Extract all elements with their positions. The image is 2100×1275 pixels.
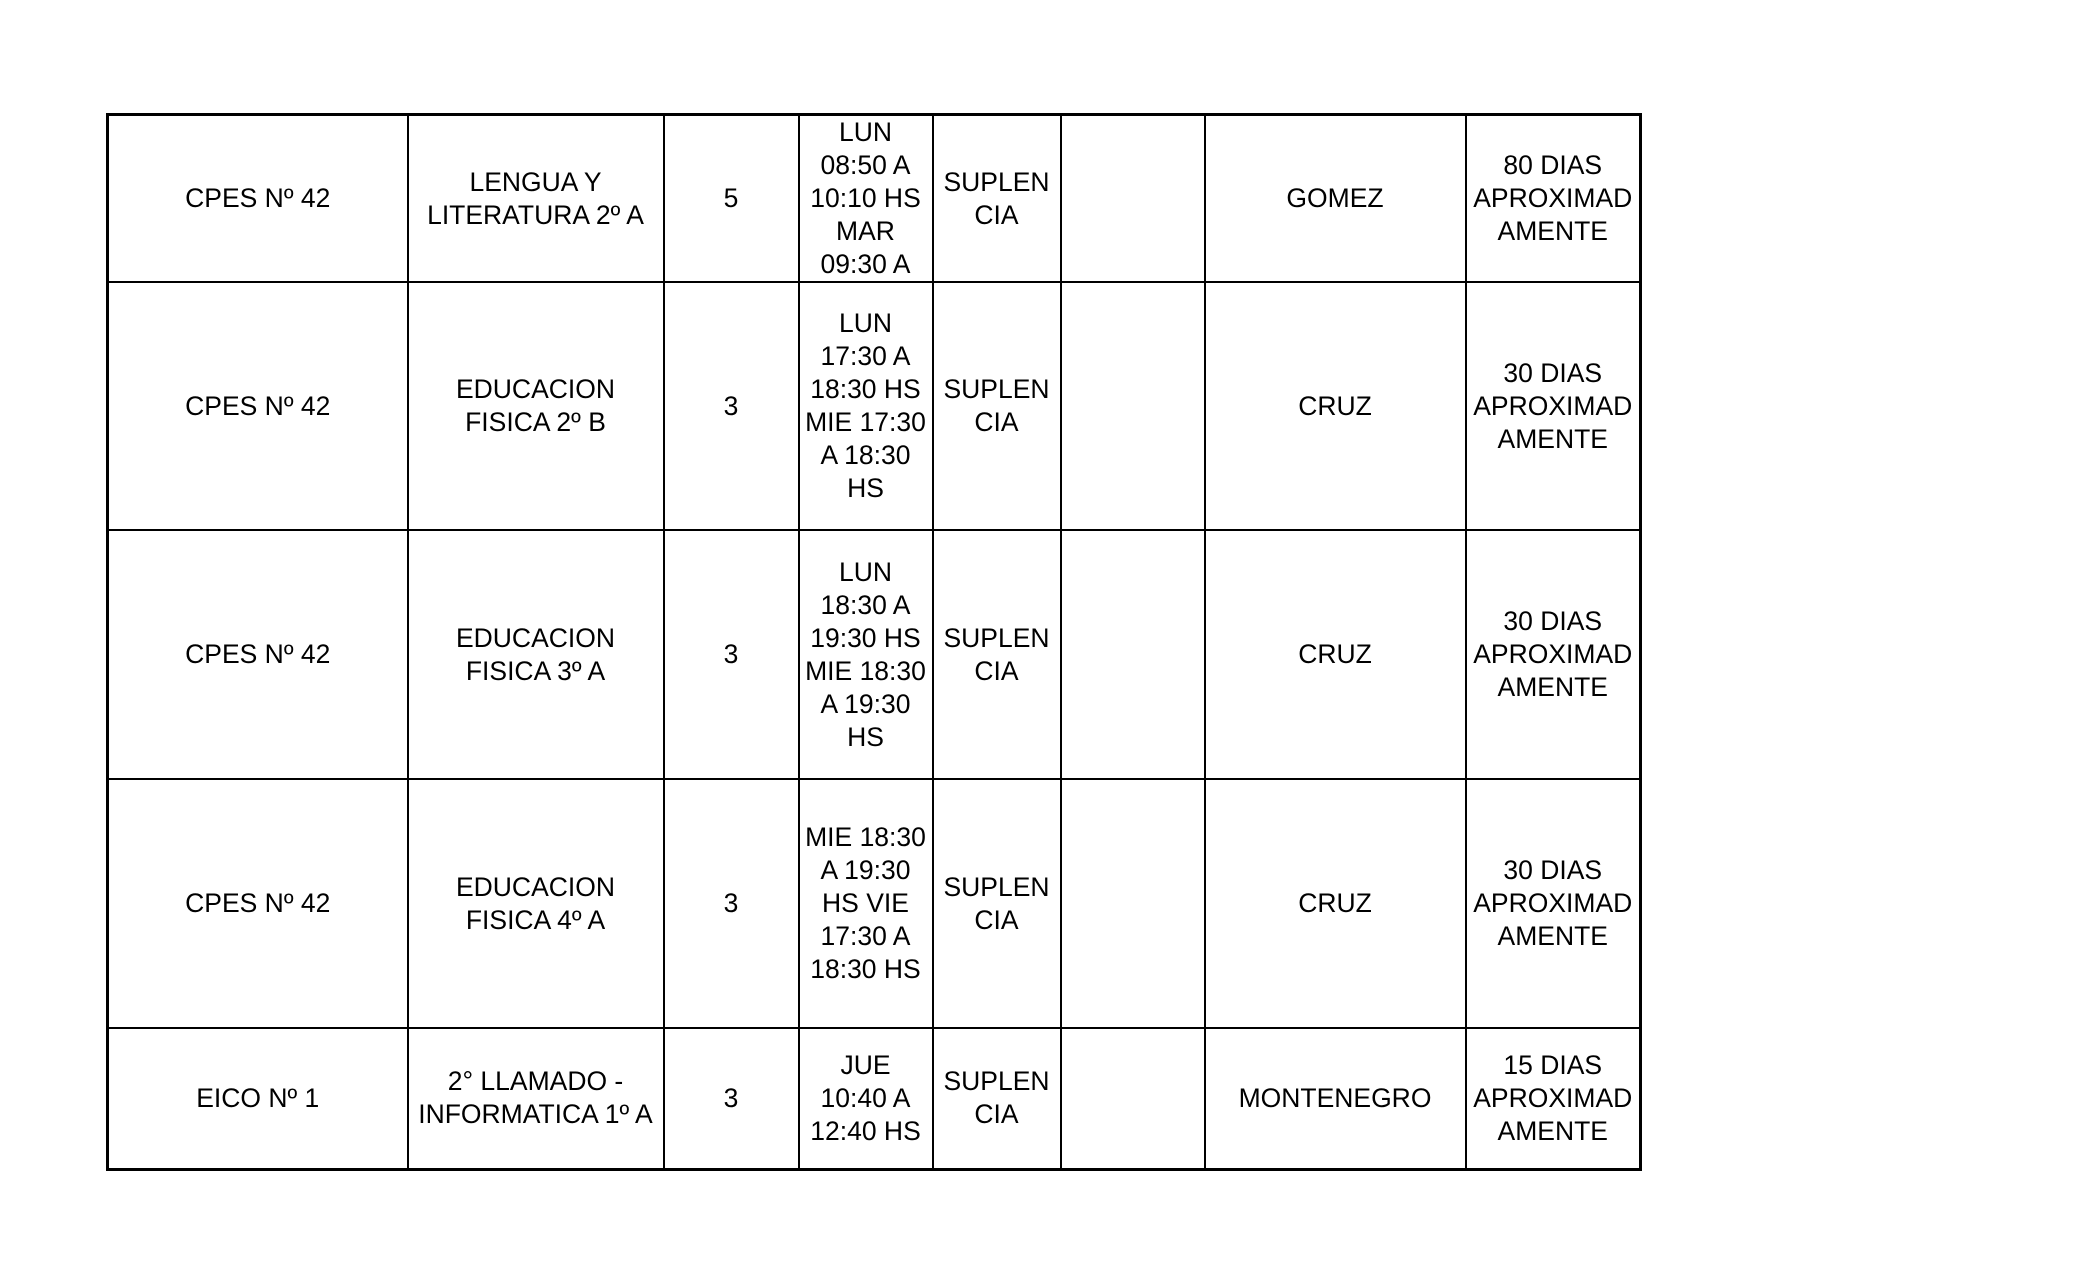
teacher-cell — [1205, 779, 1466, 1028]
table-row — [108, 779, 1641, 1028]
type-cell — [933, 115, 1061, 283]
hours-text: 5 — [723, 183, 739, 213]
schedule-text: MIE 18:30 A 19:30 HS VIE 17:30 A 18:30 HS — [805, 822, 926, 984]
blank-cell — [1061, 1028, 1205, 1169]
teacher-text: CRUZ — [1298, 390, 1372, 421]
table-row — [108, 530, 1641, 779]
schedule-cell — [799, 1028, 933, 1169]
subject-text: EDUCACION FISICA 4º A — [455, 871, 615, 935]
type-text: SUPLEN CIA — [943, 166, 1050, 230]
subject-text: 2° LLAMADO - INFORMATICA 1º A — [418, 1066, 653, 1130]
teacher-cell — [1205, 115, 1466, 283]
school-text: CPES Nº 42 — [185, 888, 331, 918]
table-row — [108, 282, 1641, 530]
teacher-cell — [1205, 282, 1466, 530]
school-cell — [108, 115, 408, 283]
blank-cell — [1061, 530, 1205, 779]
type-cell — [933, 779, 1061, 1028]
duration-text: 30 DIAS APROXIMAD AMENTE — [1473, 357, 1633, 454]
school-text: CPES Nº 42 — [185, 183, 331, 213]
hours-cell — [664, 115, 799, 283]
school-cell — [108, 530, 408, 779]
school-cell — [108, 282, 408, 530]
hours-text: 3 — [723, 1082, 739, 1113]
hours-cell — [664, 779, 799, 1028]
vacancy-table — [106, 113, 1642, 1171]
subject-cell — [408, 115, 664, 283]
subject-cell — [408, 779, 664, 1028]
hours-text: 3 — [723, 390, 739, 421]
type-cell — [933, 530, 1061, 779]
school-text: CPES Nº 42 — [185, 639, 331, 669]
blank-cell — [1061, 282, 1205, 530]
duration-text: 15 DIAS APROXIMAD AMENTE — [1473, 1049, 1633, 1146]
duration-cell — [1466, 282, 1641, 530]
school-text: EICO Nº 1 — [196, 1082, 320, 1113]
table-row — [108, 115, 1641, 283]
type-text: SUPLEN CIA — [943, 622, 1050, 686]
duration-cell — [1466, 530, 1641, 779]
hours-cell — [664, 530, 799, 779]
schedule-cell — [799, 530, 933, 779]
subject-cell — [408, 530, 664, 779]
type-text: SUPLEN CIA — [943, 374, 1050, 437]
school-text: CPES Nº 42 — [185, 390, 331, 421]
type-cell — [933, 282, 1061, 530]
hours-cell — [664, 282, 799, 530]
subject-text: EDUCACION FISICA 2º B — [455, 374, 615, 437]
type-text: SUPLEN CIA — [943, 871, 1050, 935]
schedule-text: LUN 17:30 A 18:30 HS MIE 17:30 A 18:30 HS — [805, 308, 926, 503]
school-cell — [108, 779, 408, 1028]
duration-cell — [1466, 1028, 1641, 1169]
school-cell — [108, 1028, 408, 1169]
blank-cell — [1061, 779, 1205, 1028]
subject-cell — [408, 282, 664, 530]
schedule-text: LUN 18:30 A 19:30 HS MIE 18:30 A 19:30 HS — [805, 556, 926, 752]
type-cell — [933, 1028, 1061, 1169]
subject-cell — [408, 1028, 664, 1169]
teacher-text: CRUZ — [1298, 888, 1372, 918]
hours-text: 3 — [723, 639, 739, 669]
schedule-text: LUN 08:50 A 10:10 HS MAR 09:30 A — [810, 117, 921, 279]
schedule-cell — [799, 779, 933, 1028]
teacher-text: GOMEZ — [1286, 183, 1384, 213]
schedule-cell — [799, 115, 933, 283]
table-row — [108, 1028, 1641, 1169]
type-text: SUPLEN CIA — [943, 1066, 1050, 1130]
teacher-cell — [1205, 1028, 1466, 1169]
hours-cell — [664, 1028, 799, 1169]
teacher-text: MONTENEGRO — [1238, 1082, 1432, 1113]
teacher-text: CRUZ — [1298, 639, 1372, 669]
subject-text: LENGUA Y LITERATURA 2º A — [427, 166, 644, 230]
duration-text: 30 DIAS APROXIMAD AMENTE — [1473, 606, 1633, 702]
teacher-cell — [1205, 530, 1466, 779]
schedule-cell — [799, 282, 933, 530]
duration-cell — [1466, 779, 1641, 1028]
subject-text: EDUCACION FISICA 3º A — [455, 622, 615, 686]
blank-cell — [1061, 115, 1205, 283]
schedule-text: JUE 10:40 A 12:40 HS — [810, 1049, 921, 1146]
duration-text: 30 DIAS APROXIMAD AMENTE — [1473, 855, 1633, 951]
duration-cell — [1466, 115, 1641, 283]
duration-text: 80 DIAS APROXIMAD AMENTE — [1473, 150, 1633, 246]
hours-text: 3 — [723, 888, 739, 918]
